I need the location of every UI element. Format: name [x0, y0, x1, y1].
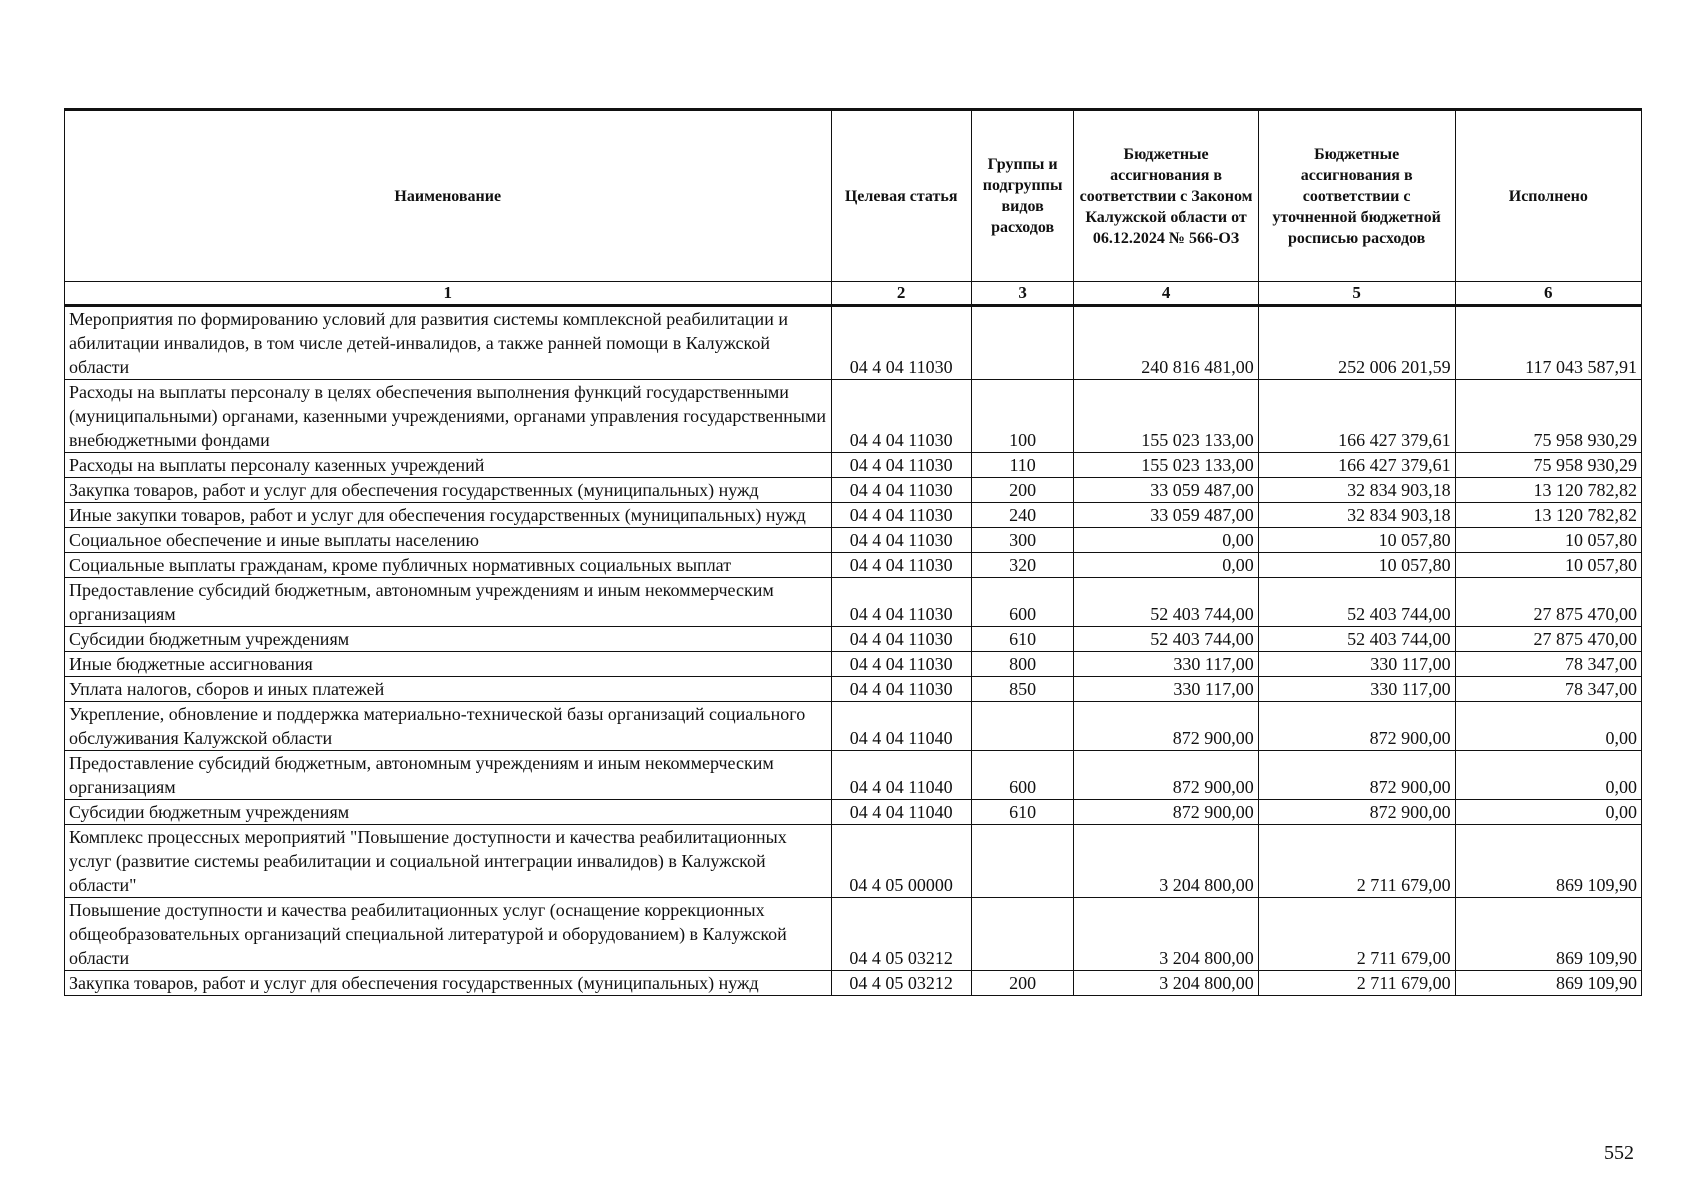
column-number: 3 [971, 282, 1074, 306]
row-expense-group: 110 [971, 453, 1074, 478]
row-name: Социальное обеспечение и иные выплаты населению [65, 528, 832, 553]
row-executed-amount: 117 043 587,91 [1455, 306, 1641, 380]
row-target-article: 04 4 04 11030 [831, 553, 971, 578]
row-expense-group: 200 [971, 971, 1074, 996]
row-executed-amount: 78 347,00 [1455, 652, 1641, 677]
table-row [65, 702, 1642, 751]
row-target-article: 04 4 04 11030 [831, 652, 971, 677]
row-target-article: 04 4 04 11040 [831, 800, 971, 825]
row-name: Социальные выплаты гражданам, кроме публичных нормативных социальных выплат [65, 553, 832, 578]
row-name: Уплата налогов, сборов и иных платежей [65, 677, 832, 702]
row-target-article: 04 4 04 11040 [831, 702, 971, 751]
column-number: 6 [1455, 282, 1641, 306]
row-refined-allocation: 872 900,00 [1258, 751, 1455, 800]
row-law-allocation: 240 816 481,00 [1074, 306, 1258, 380]
row-refined-allocation: 2 711 679,00 [1258, 825, 1455, 898]
table-row [65, 825, 1642, 898]
row-name: Укрепление, обновление и поддержка материально-технической базы организаций социального обслуживания Калужской области [65, 702, 832, 751]
row-expense-group: 300 [971, 528, 1074, 553]
row-refined-allocation: 10 057,80 [1258, 553, 1455, 578]
row-law-allocation: 3 204 800,00 [1074, 971, 1258, 996]
table-row [65, 453, 1642, 478]
column-number-row [65, 282, 1642, 306]
row-name: Предоставление субсидий бюджетным, автономным учреждениям и иным некоммерческим организациям [65, 578, 832, 627]
row-name: Закупка товаров, работ и услуг для обеспечения государственных (муниципальных) нужд [65, 478, 832, 503]
row-target-article: 04 4 04 11030 [831, 478, 971, 503]
row-law-allocation: 52 403 744,00 [1074, 578, 1258, 627]
row-target-article: 04 4 04 11040 [831, 751, 971, 800]
header-expense-groups: Группы и подгруппы видов расходов [971, 110, 1074, 282]
row-refined-allocation: 330 117,00 [1258, 677, 1455, 702]
row-law-allocation: 872 900,00 [1074, 702, 1258, 751]
row-law-allocation: 330 117,00 [1074, 652, 1258, 677]
header-law-allocations: Бюджетные ассигнования в соответствии с Законом Калужской области от 06.12.2024 № 566-ОЗ [1074, 110, 1258, 282]
row-law-allocation: 33 059 487,00 [1074, 478, 1258, 503]
column-number: 2 [831, 282, 971, 306]
row-target-article: 04 4 04 11030 [831, 578, 971, 627]
row-law-allocation: 3 204 800,00 [1074, 898, 1258, 971]
row-law-allocation: 52 403 744,00 [1074, 627, 1258, 652]
table-row [65, 578, 1642, 627]
row-name: Субсидии бюджетным учреждениям [65, 627, 832, 652]
row-law-allocation: 3 204 800,00 [1074, 825, 1258, 898]
row-law-allocation: 0,00 [1074, 553, 1258, 578]
row-target-article: 04 4 04 11030 [831, 503, 971, 528]
row-expense-group [971, 898, 1074, 971]
row-target-article: 04 4 04 11030 [831, 677, 971, 702]
row-refined-allocation: 252 006 201,59 [1258, 306, 1455, 380]
budget-execution-table [64, 108, 1642, 996]
row-law-allocation: 155 023 133,00 [1074, 453, 1258, 478]
row-expense-group: 100 [971, 380, 1074, 453]
row-executed-amount: 869 109,90 [1455, 825, 1641, 898]
column-number: 4 [1074, 282, 1258, 306]
row-executed-amount: 75 958 930,29 [1455, 380, 1641, 453]
row-expense-group: 600 [971, 751, 1074, 800]
column-number: 1 [65, 282, 832, 306]
table-row [65, 652, 1642, 677]
column-number: 5 [1258, 282, 1455, 306]
table-row [65, 971, 1642, 996]
row-name: Закупка товаров, работ и услуг для обеспечения государственных (муниципальных) нужд [65, 971, 832, 996]
row-expense-group: 800 [971, 652, 1074, 677]
row-target-article: 04 4 05 03212 [831, 898, 971, 971]
row-refined-allocation: 872 900,00 [1258, 702, 1455, 751]
row-refined-allocation: 32 834 903,18 [1258, 503, 1455, 528]
row-target-article: 04 4 04 11030 [831, 453, 971, 478]
row-target-article: 04 4 04 11030 [831, 306, 971, 380]
header-name: Наименование [65, 110, 832, 282]
row-refined-allocation: 2 711 679,00 [1258, 971, 1455, 996]
table-row [65, 306, 1642, 380]
row-name: Мероприятия по формированию условий для развития системы комплексной реабилитации и абилитации инвалидов, в том числе детей-инвалидов, а также ранней помощи в Калужской области [65, 306, 832, 380]
row-refined-allocation: 52 403 744,00 [1258, 627, 1455, 652]
row-law-allocation: 33 059 487,00 [1074, 503, 1258, 528]
row-executed-amount: 0,00 [1455, 702, 1641, 751]
row-refined-allocation: 32 834 903,18 [1258, 478, 1455, 503]
row-name: Субсидии бюджетным учреждениям [65, 800, 832, 825]
table-row [65, 800, 1642, 825]
row-refined-allocation: 52 403 744,00 [1258, 578, 1455, 627]
row-target-article: 04 4 04 11030 [831, 528, 971, 553]
row-refined-allocation: 166 427 379,61 [1258, 380, 1455, 453]
table-row [65, 478, 1642, 503]
row-expense-group: 320 [971, 553, 1074, 578]
row-law-allocation: 872 900,00 [1074, 800, 1258, 825]
table-row [65, 380, 1642, 453]
row-expense-group [971, 825, 1074, 898]
header-executed: Исполнено [1455, 110, 1641, 282]
row-law-allocation: 872 900,00 [1074, 751, 1258, 800]
row-refined-allocation: 2 711 679,00 [1258, 898, 1455, 971]
row-executed-amount: 13 120 782,82 [1455, 478, 1641, 503]
row-name: Повышение доступности и качества реабилитационных услуг (оснащение коррекционных общеобразовательных организаций специальной литературой и оборудованием) в Калужской области [65, 898, 832, 971]
row-expense-group: 600 [971, 578, 1074, 627]
row-refined-allocation: 10 057,80 [1258, 528, 1455, 553]
row-name: Расходы на выплаты персоналу казенных учреждений [65, 453, 832, 478]
table-header-row [65, 110, 1642, 282]
row-executed-amount: 0,00 [1455, 751, 1641, 800]
table-row [65, 677, 1642, 702]
row-name: Иные бюджетные ассигнования [65, 652, 832, 677]
row-name: Иные закупки товаров, работ и услуг для обеспечения государственных (муниципальных) нужд [65, 503, 832, 528]
table-row [65, 553, 1642, 578]
row-target-article: 04 4 05 03212 [831, 971, 971, 996]
row-target-article: 04 4 04 11030 [831, 627, 971, 652]
row-expense-group: 610 [971, 800, 1074, 825]
row-law-allocation: 330 117,00 [1074, 677, 1258, 702]
header-target-article: Целевая статья [831, 110, 971, 282]
row-executed-amount: 75 958 930,29 [1455, 453, 1641, 478]
row-target-article: 04 4 04 11030 [831, 380, 971, 453]
row-target-article: 04 4 05 00000 [831, 825, 971, 898]
row-executed-amount: 27 875 470,00 [1455, 627, 1641, 652]
header-refined-allocations: Бюджетные ассигнования в соответствии с уточненной бюджетной росписью расходов [1258, 110, 1455, 282]
table-row [65, 528, 1642, 553]
row-executed-amount: 27 875 470,00 [1455, 578, 1641, 627]
row-expense-group: 200 [971, 478, 1074, 503]
row-executed-amount: 0,00 [1455, 800, 1641, 825]
row-refined-allocation: 166 427 379,61 [1258, 453, 1455, 478]
row-expense-group: 610 [971, 627, 1074, 652]
row-expense-group: 850 [971, 677, 1074, 702]
table-row [65, 627, 1642, 652]
row-refined-allocation: 872 900,00 [1258, 800, 1455, 825]
row-executed-amount: 869 109,90 [1455, 898, 1641, 971]
row-executed-amount: 10 057,80 [1455, 528, 1641, 553]
page-number: 552 [1604, 1142, 1634, 1164]
table-row [65, 503, 1642, 528]
row-executed-amount: 78 347,00 [1455, 677, 1641, 702]
table-body [65, 306, 1642, 996]
row-name: Расходы на выплаты персоналу в целях обеспечения выполнения функций государственными (муниципальными) органами, казенными учреждениями, органами управления государственными внебюджетными фондами [65, 380, 832, 453]
table-row [65, 751, 1642, 800]
row-expense-group [971, 702, 1074, 751]
row-expense-group: 240 [971, 503, 1074, 528]
row-law-allocation: 155 023 133,00 [1074, 380, 1258, 453]
row-executed-amount: 10 057,80 [1455, 553, 1641, 578]
row-expense-group [971, 306, 1074, 380]
row-executed-amount: 869 109,90 [1455, 971, 1641, 996]
table-row [65, 898, 1642, 971]
row-name: Предоставление субсидий бюджетным, автономным учреждениям и иным некоммерческим организациям [65, 751, 832, 800]
row-law-allocation: 0,00 [1074, 528, 1258, 553]
row-name: Комплекс процессных мероприятий "Повышение доступности и качества реабилитационных услуг (развитие системы реабилитации и социальной интеграции инвалидов) в Калужской области" [65, 825, 832, 898]
row-refined-allocation: 330 117,00 [1258, 652, 1455, 677]
row-executed-amount: 13 120 782,82 [1455, 503, 1641, 528]
